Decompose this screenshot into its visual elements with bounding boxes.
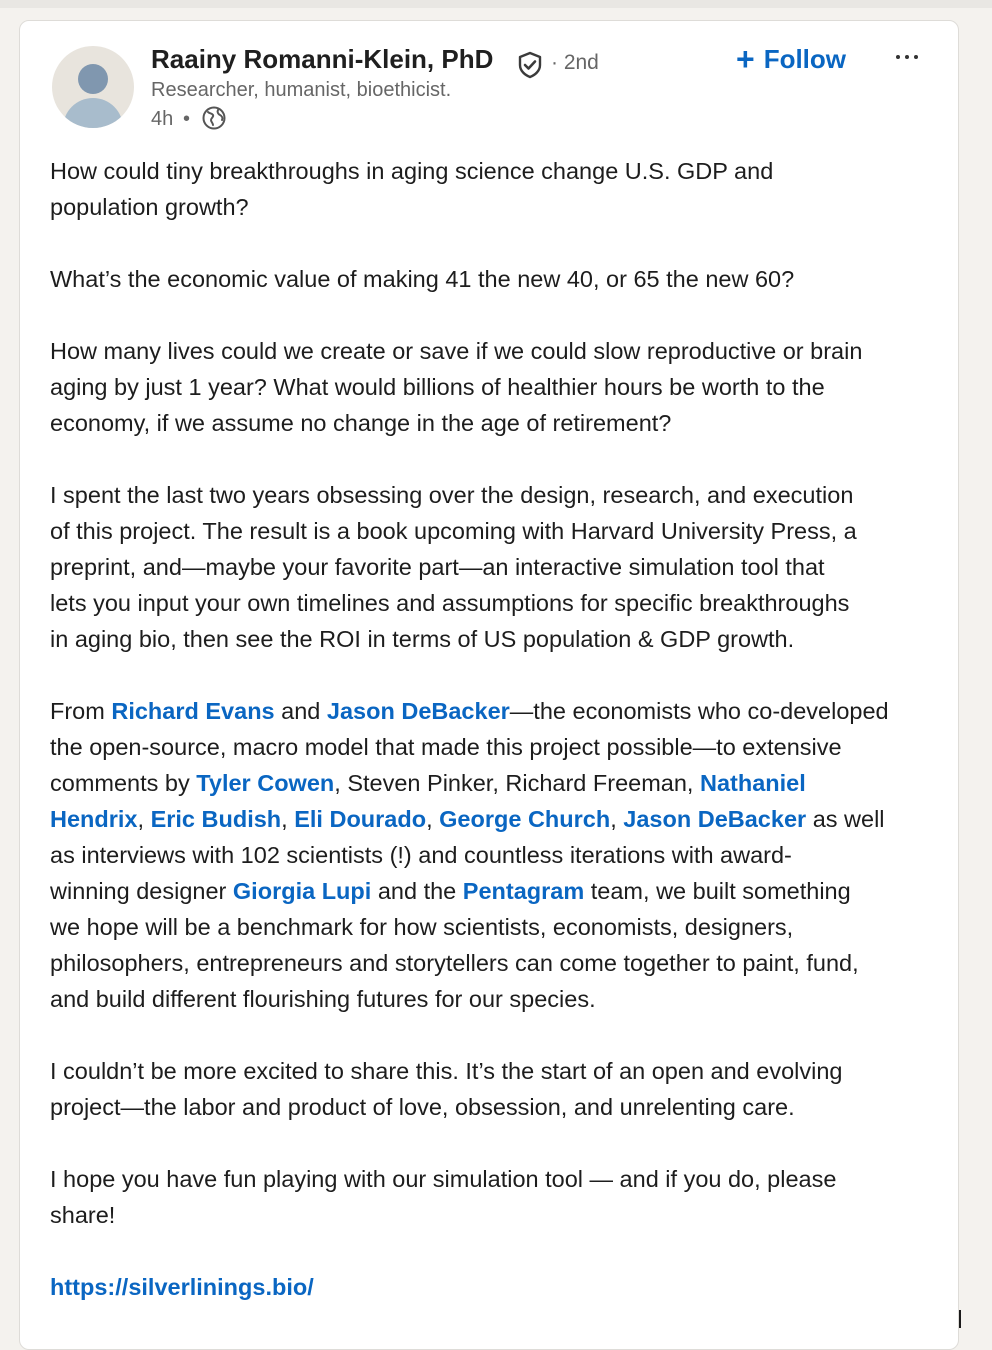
text-span: winning designer xyxy=(50,878,233,904)
text-line xyxy=(50,693,950,729)
text-span: , xyxy=(610,806,624,832)
text-span: comments by xyxy=(50,770,197,796)
mention-richard-evans[interactable]: Richard Evans xyxy=(111,698,275,724)
mention-george-church[interactable]: George Church xyxy=(439,806,611,832)
text-line: I spent the last two years obsessing over the design, research, and execution xyxy=(50,482,854,508)
paragraph-1 xyxy=(50,153,950,225)
text-line: How many lives could we create or save if we could slow reproductive or brain xyxy=(50,338,863,364)
post-body xyxy=(50,153,950,1341)
paragraph-7 xyxy=(50,1161,950,1233)
top-strip xyxy=(0,0,992,8)
text-span: and xyxy=(274,698,327,724)
author-name[interactable]: Raainy Romanni-Klein, PhD xyxy=(151,44,494,74)
mention-nathaniel-hendrix[interactable]: Hendrix xyxy=(50,806,138,832)
text-line: population growth? xyxy=(50,194,249,220)
post-card xyxy=(19,20,959,1350)
mention-jason-debacker[interactable]: Jason DeBacker xyxy=(326,698,510,724)
post-time: 4h xyxy=(151,108,174,130)
text-line: as interviews with 102 scientists (!) and countless iterations with award- xyxy=(50,842,792,868)
mention-jason-debacker[interactable]: Jason DeBacker xyxy=(623,806,807,832)
text-line: and build different flourishing futures for our species. xyxy=(50,986,596,1012)
text-span: as well xyxy=(806,806,885,832)
follow-label: Follow xyxy=(763,43,847,74)
text-line: I hope you have fun playing with our simulation tool — and if you do, please xyxy=(50,1166,837,1192)
author-avatar[interactable] xyxy=(52,46,134,128)
text-span: From xyxy=(50,698,112,724)
text-line: What’s the economic value of making 41 the new 40, or 65 the new 60? xyxy=(50,266,795,292)
mention-eli-dourado[interactable]: Eli Dourado xyxy=(294,806,427,832)
more-dot xyxy=(914,55,918,59)
author-headline: Researcher, humanist, bioethicist. xyxy=(151,79,452,101)
text-line: we hope will be a benchmark for how scientists, economists, designers, xyxy=(50,914,794,940)
paragraph-2 xyxy=(50,261,950,297)
more-dot xyxy=(905,55,909,59)
follow-button[interactable] xyxy=(736,41,846,77)
text-span: , xyxy=(426,806,440,832)
text-line: of this project. The result is a book upcoming with Harvard University Press, a xyxy=(50,518,857,544)
window-edge xyxy=(959,1310,961,1328)
avatar-head-shape xyxy=(78,64,108,94)
text-line: I couldn’t be more excited to share this. It’s the start of an open and evolving xyxy=(50,1058,843,1084)
verified-shield-icon xyxy=(516,51,544,79)
text-span: and the xyxy=(371,878,463,904)
avatar-body-shape xyxy=(63,98,123,128)
paragraph-3 xyxy=(50,333,950,441)
text-span: , xyxy=(281,806,295,832)
paragraph-6 xyxy=(50,1053,950,1125)
mention-nathaniel-hendrix[interactable]: Nathaniel xyxy=(699,770,806,796)
text-span: , Steven Pinker, Richard Freeman, xyxy=(334,770,700,796)
text-span: —the economists who co-developed xyxy=(509,698,889,724)
mention-giorgia-lupi[interactable]: Giorgia Lupi xyxy=(232,878,372,904)
text-line: project—the labor and product of love, obsession, and unrelenting care. xyxy=(50,1094,795,1120)
text-line: lets you input your own timelines and assumptions for specific breakthroughs xyxy=(50,590,850,616)
connection-degree: · 2nd xyxy=(551,51,599,74)
paragraph-5 xyxy=(50,693,950,1017)
text-line: economy, if we assume no change in the age of retirement? xyxy=(50,410,672,436)
text-line: How could tiny breakthroughs in aging science change U.S. GDP and xyxy=(50,158,774,184)
text-span: , xyxy=(137,806,151,832)
plus-icon: + xyxy=(736,41,755,77)
text-line: the open-source, macro model that made this project possible—to extensive xyxy=(50,734,842,760)
mention-eric-budish[interactable]: Eric Budish xyxy=(150,806,282,832)
paragraph-4 xyxy=(50,477,950,657)
text-line: aging by just 1 year? What would billions of healthier hours be worth to the xyxy=(50,374,825,400)
paragraph-url xyxy=(50,1269,950,1305)
text-line xyxy=(50,873,950,909)
text-line xyxy=(50,765,950,801)
more-dot xyxy=(896,55,900,59)
text-span: team, we built something xyxy=(584,878,851,904)
globe-icon xyxy=(201,105,227,131)
text-line: preprint, and—maybe your favorite part—an interactive simulation tool that xyxy=(50,554,825,580)
text-line: in aging bio, then see the ROI in terms of US population & GDP growth. xyxy=(50,626,795,652)
text-line xyxy=(50,801,950,837)
mention-tyler-cowen[interactable]: Tyler Cowen xyxy=(196,770,335,796)
mention-pentagram[interactable]: Pentagram xyxy=(462,878,585,904)
external-link[interactable]: https://silverlinings.bio/ xyxy=(50,1274,314,1300)
more-options-icon[interactable] xyxy=(890,43,926,71)
text-line: share! xyxy=(50,1202,116,1228)
time-separator: • xyxy=(183,108,191,130)
text-line: philosophers, entrepreneurs and storytellers can come together to paint, fund, xyxy=(50,950,859,976)
